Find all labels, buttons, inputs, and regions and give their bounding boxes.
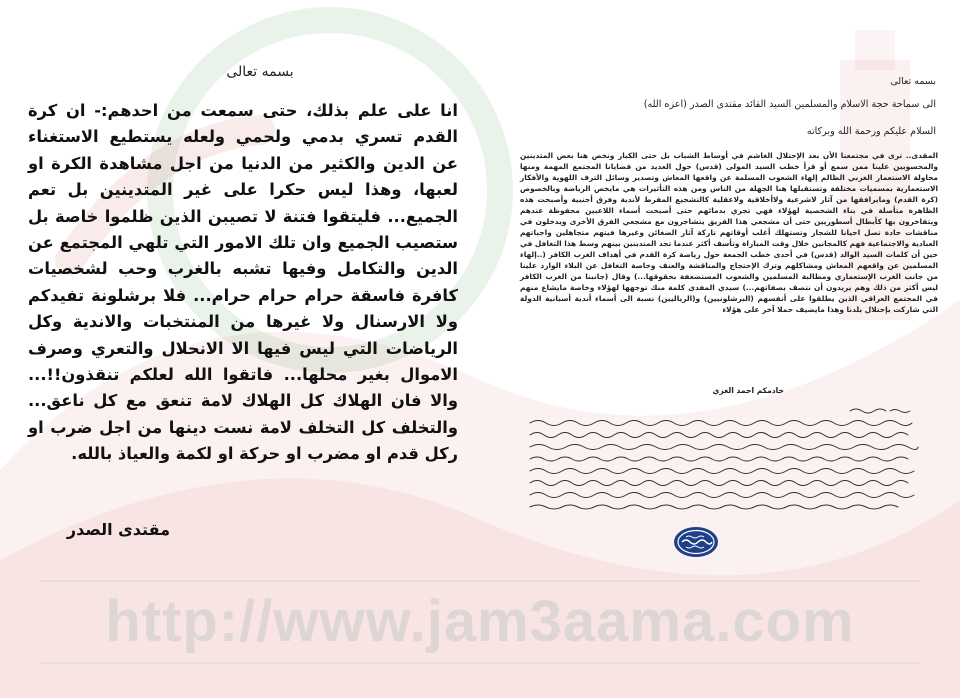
letter-body: المقدى.. ترى في مجتمعنا الأن بعد الإحتلال الغاشم في أوساط الشباب بل حتى الكبار ونخص هنا بعض المتدينين والمحسوبين علينا ممن سمع أو قرأ خطب السيد المولى (قدس) حول العديد من قضايانا المجتمع المهمة ومنها محاولة الاستعمار الغربي الظالم إلهاء الشعوب المسلمة عن واقعها المعاش وتصدير وسائل الترف اللهوية والأفكار الاستعمارية بمسميات مختلفة وتستقبلها هنا الجهلة من الناس ومن هذه التأثيرات هي مايخص الرياضة وبالخصوص (كرة القدم) ومايرافقها من آثار لاشرعية ولاأخلاقية ولاعقلية كالتشجيع المفرط لأندية وفرق أجنبية وأصبحت هذه الظاهرة متأصلة في بناء الشخصية لهؤلاء فهي تجري بدمائهم حتى أصبحت أسماء اللاعبين محفوظة عندهم ويتفاخرون بها كأبطال أسطوريين حتى أن مشجعي هذا الفريق يتشاجرون مع مشجعي الفرق الأخرى ويدخلون في مناقشات حادة تصل احيانا للشجار وتستهلك أغلب أوقاتهم تاركة آثار الضغائن وغيرها فيتهم متجاهلين واجباتهم العبادية والاجتماعية فهم كالمجانين خلال وقت المباراة وتأسف أكثر عندما تجد المتدينين بينهم وسط هذا التغافل في حين أن كلمات السيد الوالد (قدس) في أحدى خطب الجمعة حول رياضة كرة القدم في أهداف الغرب الكافر (..إلهاء المسلمين عن واقعهم المعاش ومشاكلهم وترك الإحتجاج والمناقشة والعنف وخاصة التغافل عن البلاء الوارد علينا من جانب الغرب الإستعماري ومطالبة المسلمين والشعوب المستضعفة بحقوقها...) وقال (جانبنا من الغرب الكافر ليس أكثر من ذلك وهم يريدون أن نتصف بصفاتهم...) سيدي المفدى كلمة منك توجهها لهؤلاء وخاصة مايشاع منهم في المجتمع العراقي الذين يطلقوا على أنفسهم (البرشلونيين) و(الرياليين) نسبة الى أسماء أندية أسبانية الدولة التي شاركت بإحتلال بلدنا وهذا مايضيف حملا آخر على هؤلاء <box>520 151 938 314</box>
transcription-body: انا على علم بذلك، حتى سمعت من احدهم:- ان كرة القدم تسري بدمي ولحمي ولعله يستطيع الاستغناء عن الدين والكثير من الدنيا من اجل مشاهدة الكرة او لعبها، وهذا ليس حكرا على غير المتدينين بل تعم الجميع... فليتقوا فتنة لا تصيبن الذين ظلموا خاصة بل ستصيب الجميع وان تلك الامور التي تلهي المجتمع عن الدين والتكامل وفيها تشبه بالغرب وحب لشخصيات كافرة فاسقة حرام حرام حرام... فلا برشلونة تفيدكم ولا الارسنال ولا غيرها من المنتخبات والاندية وكل الرياضات التي ليس فيها الا الانحلال والتعري وصرف الاموال بغير محلها... فاتقوا الله لعلكم تنقذون!!... والا فان الهلاك كل الهلاك لامة تنعق مع كل ناعق... والتخلف كل التخلف لامة نست دينها من اجل ضرب او ركل قدم او مضرب او حركة او لكمة والعياذ بالله. <box>28 101 458 464</box>
official-stamp-seal <box>672 525 720 559</box>
letter-sender: خادمكم احمد الغزي <box>712 386 784 395</box>
scanned-letter-panel <box>500 0 960 698</box>
letter-greeting: السلام عليكم ورحمة الله وبركاته <box>806 126 936 137</box>
handwritten-reply <box>520 405 920 515</box>
site-url-watermark: http://www.jam3aama.com <box>40 580 920 664</box>
transcription-signature: مقتدى الصدر <box>66 520 170 539</box>
letter-address: الى سماحة حجة الاسلام والمسلمين السيد القائد مقتدى الصدر (اعزه الله) <box>643 99 936 110</box>
transcription-heading: بسمه تعالى <box>226 64 294 80</box>
letter-heading: بسمه تعالى <box>890 76 936 87</box>
